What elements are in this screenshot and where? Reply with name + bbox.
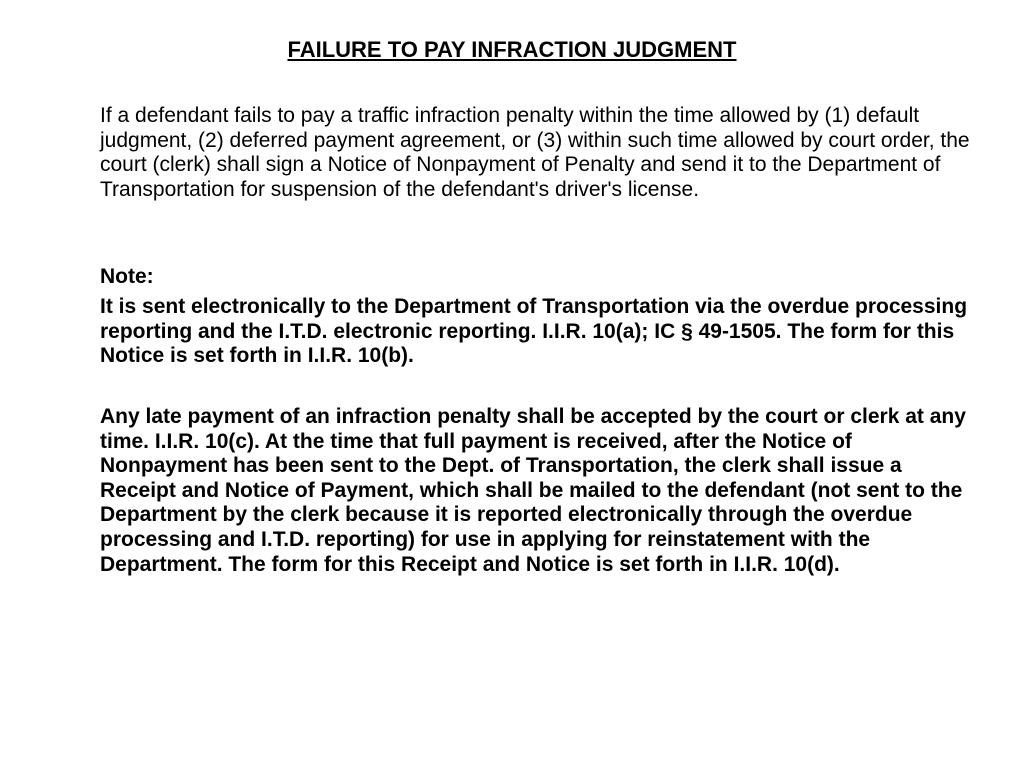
paragraph-default-procedure: If a defendant fails to pay a traffic infraction penalty within the time allowed by (1) default judgment, (2) deferred payment agreement, or (3) within such time allowed by court order, the court (clerk) shall sign a Notice of Nonpayment of Penalty and send it to the Department of Transportation for suspension of the defendant's driver's license. [100, 104, 970, 201]
paragraph-late-payment: Any late payment of an infraction penalty shall be accepted by the court or clerk at any time. I.I.R. 10(c). At the time that full payment is received, after the Notice of Nonpayment has been sent to the Dept. of Transportation, the clerk shall issue a Receipt and Notice of Payment, which shall be mailed to the defendant (not sent to the Department by the clerk because it is reported electronically through the overdue processing and I.T.D. reporting) for use in applying for reinstatement with the Department. The form for this Receipt and Notice is set forth in I.I.R. 10(d). [100, 405, 966, 576]
note-label: Note: [100, 265, 154, 288]
slide-title: FAILURE TO PAY INFRACTION JUDGMENT [287, 37, 737, 62]
paragraph-electronic-reporting: It is sent electronically to the Department of Transportation via the overdue processing reporting and the I.T.D. electronic reporting. I.I.R. 10(a); IC § 49-1505. The form for this Notice is set forth in I.I.R. 10(b). [100, 295, 968, 368]
